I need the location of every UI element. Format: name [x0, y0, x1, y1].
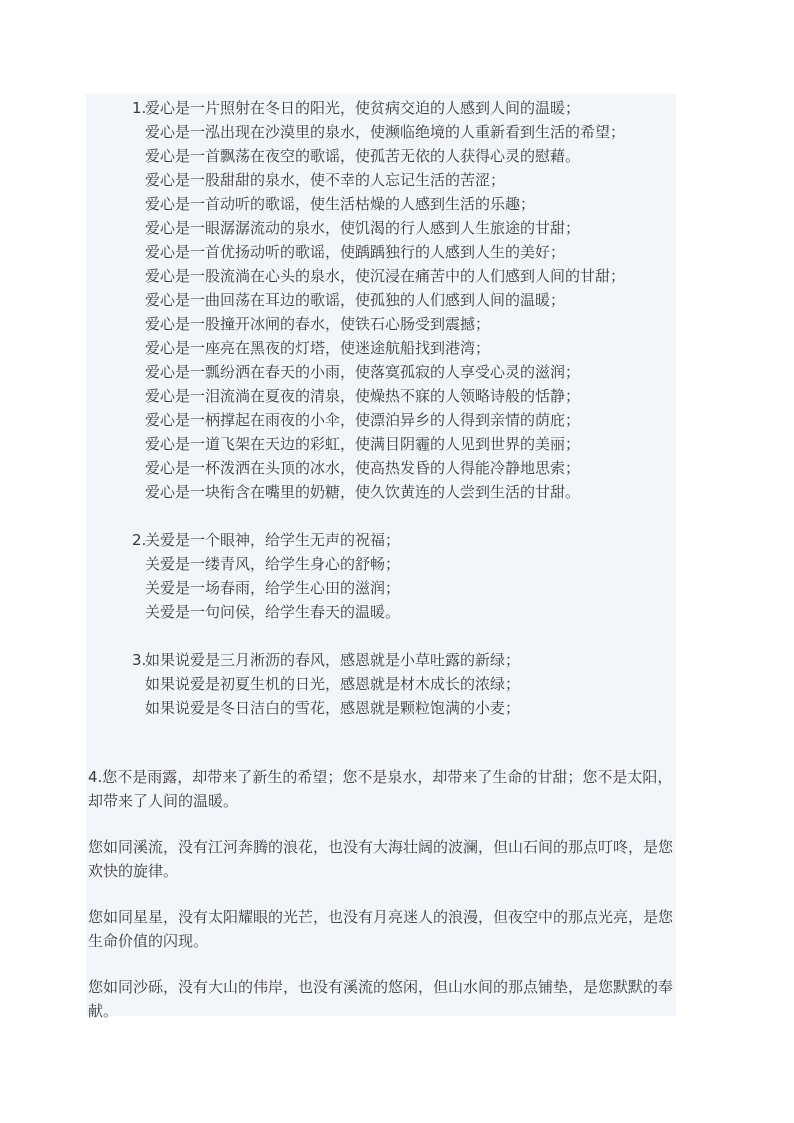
text-line: 爱心是一首优扬动听的歌谣，使踽踽独行的人感到人生的美好； — [145, 243, 566, 261]
list-number: 3. — [132, 651, 147, 669]
text-line: 爱心是一杯泼洒在头顶的冰水，使高热发昏的人得能冷静地思索； — [145, 459, 581, 477]
text-line: 爱心是一泓出现在沙漠里的泉水，使濒临绝境的人重新看到生活的希望； — [145, 123, 626, 141]
text-line: 关爱是一场春雨，给学生心田的滋润； — [145, 579, 401, 597]
numbered-section-2 — [132, 528, 670, 624]
text-line: 爱心是一首飘荡在夜空的歌谣，使孤苦无依的人获得心灵的慰藉。 — [145, 147, 581, 165]
paragraph: 您如同沙砾，没有大山的伟岸，也没有溪流的悠闲，但山水间的那点铺垫，是您默默的奉献。 — [88, 978, 674, 1020]
text-line: 关爱是一句问侯，给学生春天的温暖。 — [145, 603, 401, 621]
paragraph: 您如同溪流，没有江河奔腾的浪花，也没有大海壮阔的波澜，但山石间的那点叮咚，是您欢快的旋律。 — [88, 838, 674, 880]
text-line: 爱心是一眼潺潺流动的泉水，使饥渴的行人感到人生旅途的甘甜； — [145, 219, 581, 237]
text-line: 爱心是一块衔含在嘴里的奶糖，使久饮黄连的人尝到生活的甘甜。 — [145, 483, 581, 501]
text-line: 爱心是一片照射在冬日的阳光，使贫病交迫的人感到人间的温暖； — [145, 99, 581, 117]
text-line: 爱心是一股流淌在心头的泉水，使沉浸在痛苦中的人们感到人间的甘甜； — [145, 267, 626, 285]
text-content-panel — [86, 94, 676, 1020]
list-number: 2. — [132, 531, 147, 549]
text-line: 如果说爱是初夏生机的日光，感恩就是材木成长的浓绿； — [145, 675, 521, 693]
text-line: 爱心是一曲回荡在耳边的歌谣，使孤独的人们感到人间的温暖； — [145, 291, 566, 309]
text-line: 爱心是一柄撑起在雨夜的小伞，使漂泊异乡的人得到亲情的荫庇； — [145, 411, 581, 429]
paragraph: 您如同星星，没有太阳耀眼的光芒，也没有月亮迷人的浪漫，但夜空中的那点光亮，是您生命价值的闪现。 — [88, 908, 674, 950]
text-line: 如果说爱是三月淅沥的春风，感恩就是小草吐露的新绿； — [145, 651, 521, 669]
text-line: 爱心是一瓢纷洒在春天的小雨，使落寞孤寂的人享受心灵的滋润； — [145, 363, 581, 381]
text-line: 爱心是一道飞架在天边的彩虹，使满目阴霾的人见到世界的美丽； — [145, 435, 581, 453]
numbered-section-3 — [132, 648, 670, 720]
text-line: 爱心是一座亮在黑夜的灯塔，使迷途航船找到港湾； — [145, 339, 491, 357]
paragraph: 4.您不是雨露，却带来了新生的希望；您不是泉水，却带来了生命的甘甜；您不是太阳，却带来了人间的温暖。 — [88, 768, 673, 810]
list-number: 1. — [132, 99, 147, 117]
text-line: 爱心是一泪流淌在夏夜的清泉，使燥热不寐的人领略诗般的恬静； — [145, 387, 581, 405]
text-line: 关爱是一缕青风，给学生身心的舒畅； — [145, 555, 401, 573]
text-line: 关爱是一个眼神，给学生无声的祝福； — [145, 531, 401, 549]
numbered-section-1 — [132, 96, 670, 504]
text-line: 爱心是一股撞开冰闸的春水，使铁石心肠受到震撼； — [145, 315, 491, 333]
text-line: 爱心是一股甜甜的泉水，使不幸的人忘记生活的苦涩； — [145, 171, 506, 189]
text-line: 如果说爱是冬日洁白的雪花，感恩就是颗粒饱满的小麦； — [145, 699, 521, 717]
text-line: 爱心是一首动听的歌谣，使生活枯燥的人感到生活的乐趣； — [145, 195, 536, 213]
